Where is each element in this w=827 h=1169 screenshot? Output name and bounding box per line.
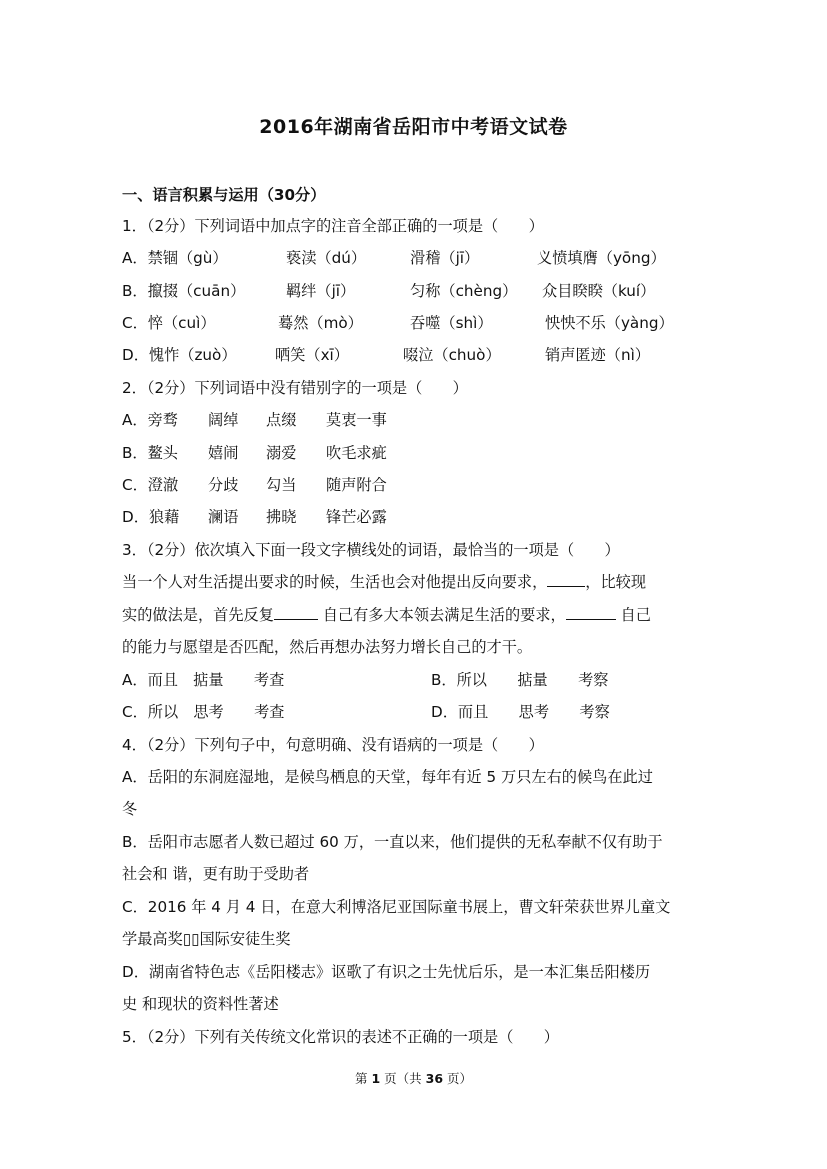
option-text: 分歧 xyxy=(208,476,239,494)
option-text: B．攛掇（cuān） xyxy=(122,282,246,300)
q4-option-c-line1: C．2016 年 4 月 4 日，在意大利博洛尼亚国际童书展上，曹文轩荣获世界儿童文 xyxy=(122,898,671,916)
q3-option-d: D．而且 思考 考察 xyxy=(431,703,610,721)
footer-mid: 页（共 xyxy=(384,1071,422,1086)
option-text: B．鳌头 xyxy=(122,444,178,462)
q4-option-a-line1: A．岳阳的东洞庭湿地，是候鸟栖息的天堂，每年有近 5 万只左右的候鸟在此过 xyxy=(122,768,653,786)
q3-option-c: C．所以 思考 考查 xyxy=(122,703,285,721)
passage-line xyxy=(122,605,651,625)
passage-text: 当一个人对生活提出要求的时候，生活也会对他提出反向要求， xyxy=(122,573,548,591)
option-text: 销声匿迹（nì） xyxy=(545,346,650,364)
option-text: 点缀 xyxy=(266,411,297,429)
total-pages: 36 xyxy=(425,1071,444,1086)
option-text: D．狼藉 xyxy=(122,508,180,526)
question-4-stem: 4．（2分）下列句子中，句意明确、没有语病的一项是（ ） xyxy=(122,736,544,754)
footer-suffix: 页） xyxy=(447,1071,473,1086)
question-2-stem: 2．（2分）下列词语中没有错别字的一项是（ ） xyxy=(122,379,468,397)
option-text: C．澄澈 xyxy=(122,476,179,494)
option-text: 匀称（chèng） xyxy=(410,282,518,300)
passage-line xyxy=(122,572,646,592)
passage-text: 自己有多大本领去满足生活的要求， xyxy=(322,606,566,624)
option-text: 吞噬（shì） xyxy=(410,314,493,332)
option-text: A．禁锢（gù） xyxy=(122,249,228,267)
option-text: 啜泣（chuò） xyxy=(403,346,501,364)
section-heading: 一、语言积累与运用（30分） xyxy=(122,186,326,204)
option-text: 澜语 xyxy=(208,508,239,526)
passage-line: 的能力与愿望是否匹配，然后再想办法努力增长自己的才干。 xyxy=(122,638,533,656)
option-text: 锋芒必露 xyxy=(326,508,387,526)
page-title: 2016年湖南省岳阳市中考语文试卷 xyxy=(259,116,568,138)
option-text: 众目睽睽（kuí） xyxy=(542,282,656,300)
option-text: 蓦然（mò） xyxy=(278,314,363,332)
option-text: 阔绰 xyxy=(208,411,239,429)
option-text: C．悴（cuì） xyxy=(122,314,216,332)
option-text: 嬉闹 xyxy=(208,444,239,462)
q4-option-c-line2: 学最高奖▯▯国际安徒生奖 xyxy=(122,930,291,948)
q3-option-a: A．而且 掂量 考查 xyxy=(122,671,285,689)
fill-blank xyxy=(274,605,318,620)
q4-option-b-line1: B．岳阳市志愿者人数已超过 60 万，一直以来，他们提供的无私奉献不仅有助于 xyxy=(122,833,663,851)
passage-text: 自己 xyxy=(620,606,651,624)
option-text: 滑稽（jī） xyxy=(410,249,480,267)
fill-blank xyxy=(547,572,585,587)
option-text: 义愤填膺（yōng） xyxy=(537,249,666,267)
option-text: 亵渎（dú） xyxy=(286,249,367,267)
option-text: D．愧怍（zuò） xyxy=(122,346,237,364)
option-text: 哂笑（xī） xyxy=(275,346,349,364)
footer-prefix: 第 xyxy=(354,1071,368,1086)
page-footer xyxy=(0,1069,827,1087)
option-text: 勾当 xyxy=(266,476,297,494)
option-text: 随声附合 xyxy=(326,476,387,494)
q4-option-d-line2: 史 和现状的资料性著述 xyxy=(122,995,279,1013)
passage-text: 实的做法是，首先反复 xyxy=(122,606,274,624)
q4-option-a-line2: 冬 xyxy=(122,800,138,818)
option-text: 怏怏不乐（yàng） xyxy=(545,314,674,332)
fill-blank xyxy=(566,605,616,620)
option-text: 吹毛求疵 xyxy=(326,444,387,462)
current-page: 1 xyxy=(371,1071,381,1086)
q4-option-d-line1: D．湖南省特色志《岳阳楼志》讴歌了有识之士先忧后乐，是一本汇集岳阳楼历 xyxy=(122,963,651,981)
option-text: 溺爱 xyxy=(266,444,297,462)
option-text: 羁绊（jī） xyxy=(286,282,356,300)
q4-option-b-line2: 社会和 谐，更有助于受助者 xyxy=(122,865,310,883)
option-text: A．旁骛 xyxy=(122,411,178,429)
question-3-stem: 3．（2分）依次填入下面一段文字横线处的词语，最恰当的一项是（ ） xyxy=(122,541,620,559)
option-text: 拂晓 xyxy=(266,508,297,526)
question-1-stem: 1．（2分）下列词语中加点字的注音全部正确的一项是（ ） xyxy=(122,217,544,235)
passage-text: ，比较现 xyxy=(585,573,646,591)
q3-option-b: B．所以 掂量 考察 xyxy=(431,671,609,689)
question-5-stem: 5．（2分）下列有关传统文化常识的表述不正确的一项是（ ） xyxy=(122,1028,559,1046)
option-text: 莫衷一事 xyxy=(326,411,387,429)
